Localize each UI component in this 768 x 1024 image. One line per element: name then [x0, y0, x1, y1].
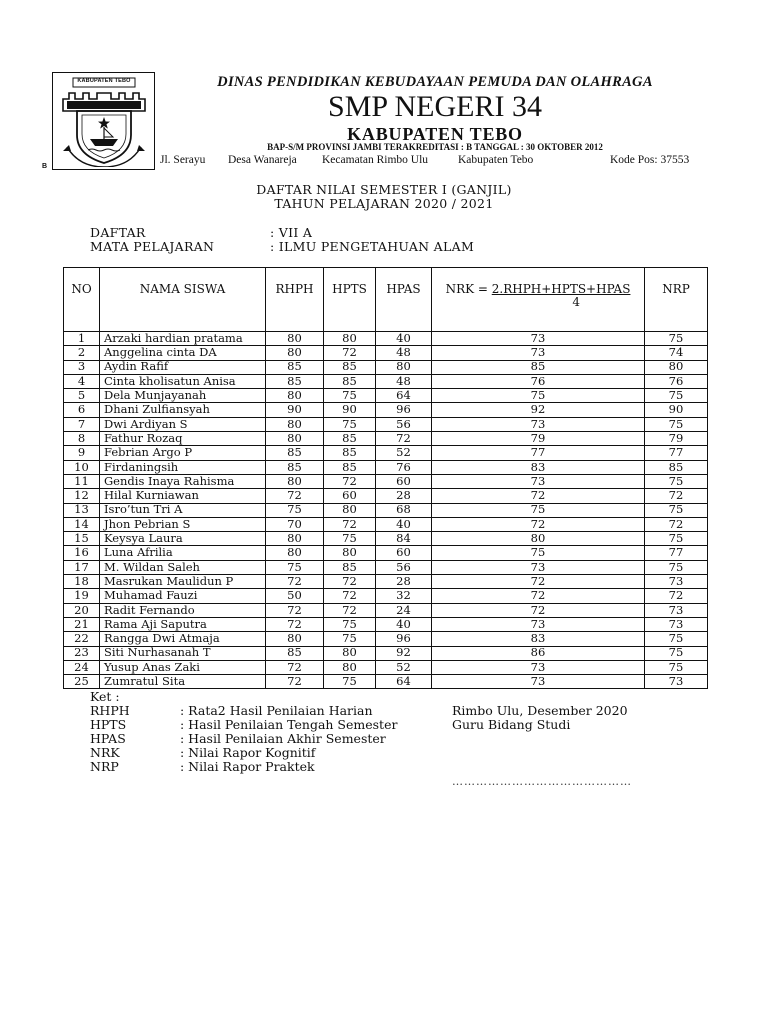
table-row [64, 489, 708, 503]
cell-name: Jhon Pebrian S [100, 517, 266, 531]
cell-no: 12 [64, 489, 100, 503]
table-row [64, 374, 708, 388]
cell-hpts: 85 [324, 432, 376, 446]
cell-hpas: 24 [376, 603, 432, 617]
table-row [64, 474, 708, 488]
cell-rhph: 72 [266, 675, 324, 689]
cell-name: Siti Nurhasanah T [100, 646, 266, 660]
cell-hpts: 85 [324, 460, 376, 474]
cell-nrp: 73 [645, 575, 708, 589]
cell-no: 8 [64, 432, 100, 446]
cell-no: 22 [64, 632, 100, 646]
cell-rhph: 70 [266, 517, 324, 531]
cell-hpas: 40 [376, 332, 432, 346]
cell-nrk: 73 [432, 474, 645, 488]
cell-rhph: 72 [266, 575, 324, 589]
cell-nrk: 72 [432, 489, 645, 503]
cell-hpas: 64 [376, 389, 432, 403]
legend-heading: Ket : [90, 689, 120, 704]
legend-abbr: HPTS [90, 717, 127, 732]
cell-hpas: 84 [376, 532, 432, 546]
legend-desc: : Nilai Rapor Praktek [180, 759, 315, 774]
cell-hpas: 80 [376, 360, 432, 374]
cell-hpts: 90 [324, 403, 376, 417]
table-row [64, 546, 708, 560]
nrk-prefix: NRK = [445, 282, 492, 296]
nrk-formula: 2.RHPH+HPTS+HPAS [491, 282, 631, 296]
cell-no: 3 [64, 360, 100, 374]
header-hpas: HPAS [376, 268, 432, 332]
signature-role: Guru Bidang Studi [452, 717, 571, 732]
cell-hpas: 96 [376, 632, 432, 646]
legend-abbr: NRP [90, 759, 119, 774]
logo-banner-text: KABUPATEN TEBO [77, 78, 131, 84]
cell-hpts: 80 [324, 646, 376, 660]
cell-hpas: 72 [376, 432, 432, 446]
cell-no: 10 [64, 460, 100, 474]
table-row [64, 603, 708, 617]
cell-nrk: 83 [432, 460, 645, 474]
cell-rhph: 85 [266, 374, 324, 388]
cell-name: Rama Aji Saputra [100, 617, 266, 631]
cell-name: Zumratul Sita [100, 675, 266, 689]
table-row [64, 575, 708, 589]
cell-hpas: 96 [376, 403, 432, 417]
grades-table-body [64, 332, 708, 689]
table-row [64, 589, 708, 603]
table-row [64, 532, 708, 546]
cell-rhph: 80 [266, 532, 324, 546]
cell-hpas: 76 [376, 460, 432, 474]
cell-nrp: 77 [645, 546, 708, 560]
cell-hpts: 72 [324, 603, 376, 617]
margin-mark: B [42, 163, 48, 170]
cell-no: 15 [64, 532, 100, 546]
cell-rhph: 80 [266, 432, 324, 446]
cell-hpas: 56 [376, 560, 432, 574]
table-row [64, 646, 708, 660]
cell-nrp: 75 [645, 632, 708, 646]
table-row [64, 332, 708, 346]
cell-name: Gendis Inaya Rahisma [100, 474, 266, 488]
cell-no: 9 [64, 446, 100, 460]
cell-hpts: 75 [324, 675, 376, 689]
cell-nrp: 75 [645, 417, 708, 431]
cell-no: 11 [64, 474, 100, 488]
cell-hpts: 75 [324, 389, 376, 403]
cell-nrp: 73 [645, 617, 708, 631]
cell-no: 17 [64, 560, 100, 574]
cell-rhph: 85 [266, 460, 324, 474]
cell-nrk: 72 [432, 575, 645, 589]
cell-hpts: 72 [324, 575, 376, 589]
cell-nrp: 75 [645, 532, 708, 546]
cell-rhph: 72 [266, 617, 324, 631]
cell-nrp: 76 [645, 374, 708, 388]
cell-hpts: 72 [324, 589, 376, 603]
cell-nrk: 73 [432, 346, 645, 360]
signature-name-line: ……………………………………… [452, 775, 632, 788]
cell-hpts: 75 [324, 417, 376, 431]
cell-name: Dwi Ardiyan S [100, 417, 266, 431]
signature-place-date: Rimbo Ulu, Desember 2020 [452, 703, 628, 718]
cell-name: Rangga Dwi Atmaja [100, 632, 266, 646]
cell-no: 1 [64, 332, 100, 346]
letterhead [52, 72, 708, 172]
accreditation-line: BAP-S/M PROVINSI JAMBI TERAKREDITASI : B TANGGAL : 30 OKTOBER 2012 [267, 142, 603, 152]
cell-hpas: 92 [376, 646, 432, 660]
cell-name: Dhani Zulfiansyah [100, 403, 266, 417]
legend-desc: : Hasil Penilaian Akhir Semester [180, 731, 386, 746]
cell-nrp: 73 [645, 603, 708, 617]
cell-rhph: 80 [266, 417, 324, 431]
subject-label: MATA PELAJARAN [90, 239, 215, 254]
cell-nrk: 72 [432, 517, 645, 531]
cell-nrp: 75 [645, 332, 708, 346]
cell-no: 4 [64, 374, 100, 388]
cell-hpas: 28 [376, 575, 432, 589]
cell-nrk: 76 [432, 374, 645, 388]
cell-hpas: 40 [376, 517, 432, 531]
cell-nrk: 73 [432, 417, 645, 431]
table-row [64, 446, 708, 460]
address-regency: Kabupaten Tebo [458, 154, 534, 166]
cell-nrp: 72 [645, 517, 708, 531]
cell-nrp: 80 [645, 360, 708, 374]
class-label: DAFTAR [90, 225, 146, 240]
cell-rhph: 80 [266, 389, 324, 403]
legend-abbr: HPAS [90, 731, 126, 746]
document-title: DAFTAR NILAI SEMESTER I (GANJIL) [256, 182, 512, 197]
header-hpts: HPTS [324, 268, 376, 332]
subject-value: : ILMU PENGETAHUAN ALAM [270, 239, 475, 254]
cell-name: Anggelina cinta DA [100, 346, 266, 360]
address-street: Jl. Serayu [160, 154, 206, 166]
school-name: SMP NEGERI 34 [328, 90, 542, 123]
cell-rhph: 80 [266, 632, 324, 646]
cell-no: 2 [64, 346, 100, 360]
cell-nrk: 86 [432, 646, 645, 660]
nrk-divisor: 4 [572, 295, 580, 309]
cell-nrp: 85 [645, 460, 708, 474]
cell-name: Firdaningsih [100, 460, 266, 474]
cell-hpts: 85 [324, 446, 376, 460]
cell-rhph: 85 [266, 360, 324, 374]
cell-hpts: 60 [324, 489, 376, 503]
legend-abbr: NRK [90, 745, 120, 760]
cell-no: 24 [64, 660, 100, 674]
cell-rhph: 75 [266, 503, 324, 517]
table-row [64, 617, 708, 631]
cell-no: 7 [64, 417, 100, 431]
cell-hpts: 85 [324, 560, 376, 574]
cell-name: Masrukan Maulidun P [100, 575, 266, 589]
cell-nrk: 73 [432, 617, 645, 631]
cell-hpas: 40 [376, 617, 432, 631]
cell-hpas: 32 [376, 589, 432, 603]
crest-emblem-icon [59, 77, 149, 167]
cell-nrk: 75 [432, 503, 645, 517]
cell-nrk: 80 [432, 532, 645, 546]
cell-nrp: 73 [645, 675, 708, 689]
class-value: : VII A [270, 225, 313, 240]
cell-rhph: 72 [266, 660, 324, 674]
table-row [64, 503, 708, 517]
cell-nrk: 79 [432, 432, 645, 446]
cell-name: Isro’tun Tri A [100, 503, 266, 517]
table-row [64, 360, 708, 374]
legend-desc: : Rata2 Hasil Penilaian Harian [180, 703, 373, 718]
cell-nrk: 72 [432, 603, 645, 617]
cell-rhph: 72 [266, 603, 324, 617]
table-row [64, 432, 708, 446]
cell-no: 20 [64, 603, 100, 617]
cell-hpas: 64 [376, 675, 432, 689]
table-header-row [64, 268, 708, 332]
cell-name: Febrian Argo P [100, 446, 266, 460]
table-row [64, 389, 708, 403]
cell-hpas: 56 [376, 417, 432, 431]
cell-nrk: 75 [432, 389, 645, 403]
cell-hpts: 80 [324, 503, 376, 517]
cell-hpts: 85 [324, 360, 376, 374]
cell-name: Cinta kholisatun Anisa [100, 374, 266, 388]
cell-nrp: 74 [645, 346, 708, 360]
cell-hpts: 75 [324, 617, 376, 631]
cell-hpts: 80 [324, 660, 376, 674]
cell-hpas: 52 [376, 446, 432, 460]
cell-name: Arzaki hardian pratama [100, 332, 266, 346]
header-nrp: NRP [645, 268, 708, 332]
header-name: NAMA SISWA [100, 268, 266, 332]
cell-hpts: 80 [324, 546, 376, 560]
academic-year: TAHUN PELAJARAN 2020 / 2021 [274, 196, 494, 211]
cell-hpts: 72 [324, 517, 376, 531]
cell-hpts: 80 [324, 332, 376, 346]
cell-nrk: 77 [432, 446, 645, 460]
cell-nrk: 73 [432, 560, 645, 574]
table-row [64, 560, 708, 574]
cell-name: Muhamad Fauzi [100, 589, 266, 603]
cell-no: 5 [64, 389, 100, 403]
cell-no: 14 [64, 517, 100, 531]
legend-desc: : Hasil Penilaian Tengah Semester [180, 717, 398, 732]
cell-name: Fathur Rozaq [100, 432, 266, 446]
cell-hpts: 72 [324, 474, 376, 488]
cell-no: 19 [64, 589, 100, 603]
cell-hpts: 75 [324, 532, 376, 546]
cell-no: 23 [64, 646, 100, 660]
cell-nrp: 77 [645, 446, 708, 460]
cell-nrp: 75 [645, 646, 708, 660]
cell-hpts: 72 [324, 346, 376, 360]
cell-name: Keysya Laura [100, 532, 266, 546]
cell-no: 6 [64, 403, 100, 417]
cell-rhph: 75 [266, 560, 324, 574]
cell-name: Aydin Rafif [100, 360, 266, 374]
table-row [64, 346, 708, 360]
cell-nrp: 72 [645, 489, 708, 503]
table-row [64, 460, 708, 474]
cell-nrp: 75 [645, 503, 708, 517]
agency-name: DINAS PENDIDIKAN KEBUDAYAAN PEMUDA DAN OLAHRAGA [217, 74, 653, 90]
table-row [64, 517, 708, 531]
cell-hpas: 60 [376, 474, 432, 488]
cell-hpas: 52 [376, 660, 432, 674]
cell-nrk: 75 [432, 546, 645, 560]
cell-no: 16 [64, 546, 100, 560]
cell-no: 13 [64, 503, 100, 517]
table-row [64, 417, 708, 431]
cell-nrk: 92 [432, 403, 645, 417]
cell-name: Hilal Kurniawan [100, 489, 266, 503]
cell-hpas: 60 [376, 546, 432, 560]
cell-nrp: 72 [645, 589, 708, 603]
table-row [64, 403, 708, 417]
address-village: Desa Wanareja [228, 154, 297, 166]
header-no: NO [64, 268, 100, 332]
header-nrk [432, 268, 645, 332]
cell-nrp: 75 [645, 474, 708, 488]
cell-rhph: 80 [266, 332, 324, 346]
cell-nrp: 75 [645, 389, 708, 403]
cell-nrp: 79 [645, 432, 708, 446]
cell-name: Radit Fernando [100, 603, 266, 617]
table-row [64, 632, 708, 646]
cell-rhph: 72 [266, 489, 324, 503]
cell-no: 25 [64, 675, 100, 689]
cell-nrk: 72 [432, 589, 645, 603]
cell-hpas: 28 [376, 489, 432, 503]
header-rhph: RHPH [266, 268, 324, 332]
cell-name: Yusup Anas Zaki [100, 660, 266, 674]
legend-abbr: RHPH [90, 703, 130, 718]
legend-desc: : Nilai Rapor Kognitif [180, 745, 316, 760]
cell-rhph: 85 [266, 646, 324, 660]
school-logo [52, 72, 155, 170]
cell-rhph: 50 [266, 589, 324, 603]
cell-name: M. Wildan Saleh [100, 560, 266, 574]
cell-rhph: 90 [266, 403, 324, 417]
cell-hpts: 75 [324, 632, 376, 646]
cell-hpas: 48 [376, 374, 432, 388]
grades-table [63, 267, 708, 689]
cell-nrk: 85 [432, 360, 645, 374]
cell-nrp: 90 [645, 403, 708, 417]
cell-hpts: 85 [324, 374, 376, 388]
table-row [64, 660, 708, 674]
cell-rhph: 80 [266, 546, 324, 560]
cell-rhph: 80 [266, 346, 324, 360]
regency-name: KABUPATEN TEBO [347, 124, 523, 144]
cell-nrp: 75 [645, 560, 708, 574]
cell-name: Dela Munjayanah [100, 389, 266, 403]
address-district: Kecamatan Rimbo Ulu [322, 154, 429, 166]
cell-nrk: 73 [432, 332, 645, 346]
cell-nrk: 73 [432, 675, 645, 689]
cell-name: Luna Afrilia [100, 546, 266, 560]
postal-code: Kode Pos: 37553 [610, 154, 690, 166]
cell-hpas: 68 [376, 503, 432, 517]
cell-rhph: 85 [266, 446, 324, 460]
table-row [64, 675, 708, 689]
cell-nrk: 73 [432, 660, 645, 674]
cell-nrp: 75 [645, 660, 708, 674]
cell-no: 18 [64, 575, 100, 589]
cell-rhph: 80 [266, 474, 324, 488]
cell-nrk: 83 [432, 632, 645, 646]
cell-hpas: 48 [376, 346, 432, 360]
cell-no: 21 [64, 617, 100, 631]
